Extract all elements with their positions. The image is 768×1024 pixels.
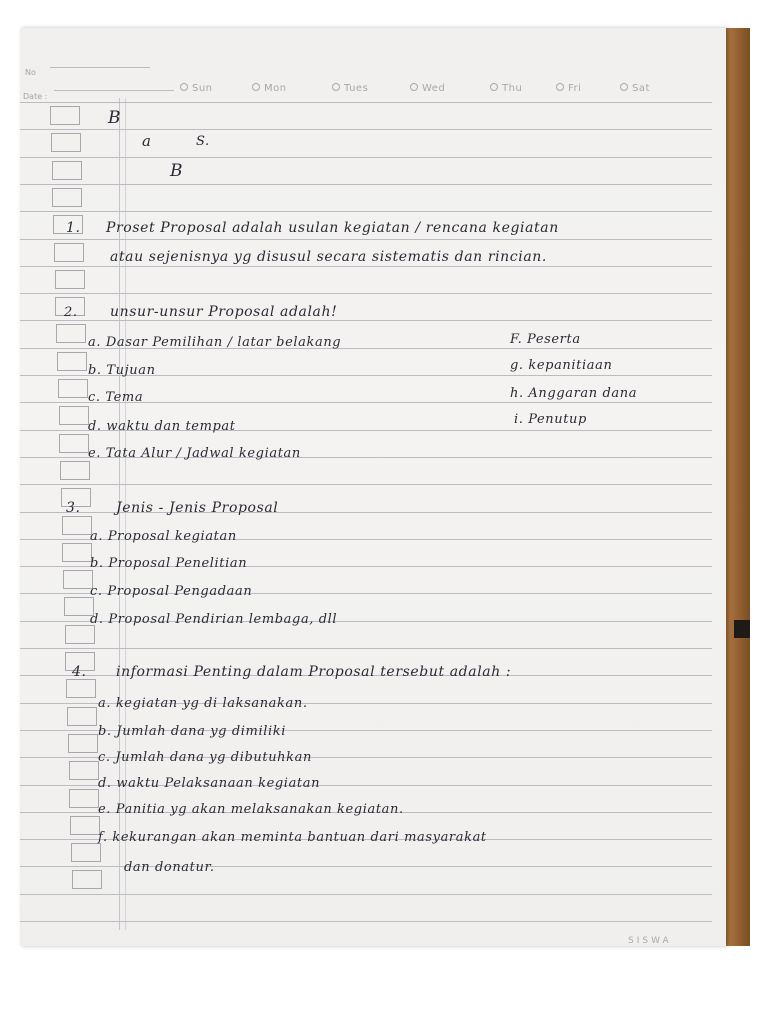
- checkbox: [65, 625, 95, 644]
- checkbox: [52, 188, 82, 207]
- q3-title: Jenis - Jenis Proposal: [116, 500, 279, 516]
- page-header: [20, 28, 726, 108]
- q1-line1: Proset Proposal adalah usulan kegiatan / rencana kegiatan: [106, 220, 559, 236]
- day-thu: Thu: [490, 83, 522, 94]
- day-mon: Mon: [252, 83, 287, 94]
- checkbox: [56, 324, 86, 343]
- checkbox: [59, 434, 89, 453]
- ruled-line: [20, 102, 712, 103]
- ruled-line: [20, 648, 712, 649]
- q4-item-b: b. Jumlah dana yg dimiliki: [98, 724, 286, 739]
- q2-item-f: F. Peserta: [510, 332, 581, 347]
- no-label: No: [25, 68, 36, 77]
- day-fri: Fri: [556, 83, 581, 94]
- ruled-line: [20, 320, 712, 321]
- q2-item-i: i. Penutup: [514, 412, 587, 427]
- ruled-line: [20, 921, 712, 922]
- note-top-line1: B: [108, 108, 122, 128]
- checkbox: [69, 761, 99, 780]
- ruled-line: [20, 157, 712, 158]
- note-top-line3: B: [170, 161, 184, 181]
- checkbox: [72, 870, 102, 889]
- date-underline: [54, 90, 174, 91]
- date-label: Date :: [23, 92, 48, 101]
- checkbox: [62, 543, 92, 562]
- day-sun: Sun: [180, 83, 213, 94]
- ruled-line: [20, 266, 712, 267]
- checkbox: [57, 352, 87, 371]
- ruled-line: [20, 211, 712, 212]
- no-underline: [50, 67, 150, 68]
- q2-item-b: b. Tujuan: [88, 363, 156, 378]
- q4-item-f: f. kekurangan akan meminta bantuan dari masyarakat: [98, 830, 487, 845]
- checkbox: [55, 270, 85, 289]
- q1-line2: atau sejenisnya yg disusul secara sistematis dan rincian.: [110, 249, 547, 265]
- checkbox: [70, 816, 100, 835]
- q3-item-a: a. Proposal kegiatan: [90, 529, 237, 544]
- checkbox: [50, 106, 80, 125]
- checkbox: [62, 516, 92, 535]
- q3-item-b: b. Proposal Penelitian: [90, 556, 248, 571]
- note-top-line2a: a: [142, 132, 152, 150]
- q4-item-d: d. waktu Pelaksanaan kegiatan: [98, 776, 321, 791]
- checkbox: [69, 789, 99, 808]
- q2-item-d: d. waktu dan tempat: [88, 419, 236, 434]
- notebook-brand: SISWA: [628, 936, 672, 946]
- q4-number: 4.: [72, 664, 87, 680]
- table-shadow: [734, 620, 750, 638]
- q4-item-a: a. kegiatan yg di laksanakan.: [98, 696, 308, 711]
- q1-number: 1.: [66, 220, 81, 236]
- ruled-line: [20, 129, 712, 130]
- checkbox: [59, 406, 89, 425]
- q2-item-c: c. Tema: [88, 390, 144, 405]
- q4-item-c: c. Jumlah dana yg dibutuhkan: [98, 750, 312, 765]
- day-wed: Wed: [410, 83, 445, 94]
- checkbox: [66, 679, 96, 698]
- q2-title: unsur-unsur Proposal adalah!: [110, 304, 338, 320]
- day-tues: Tues: [332, 83, 368, 94]
- ruled-line: [20, 484, 712, 485]
- q2-item-a: a. Dasar Pemilihan / latar belakang: [88, 335, 342, 350]
- checkbox: [51, 133, 81, 152]
- q4-title: informasi Penting dalam Proposal tersebut adalah :: [116, 664, 512, 680]
- q3-number: 3.: [66, 500, 81, 516]
- checkbox: [67, 707, 97, 726]
- q3-item-c: c. Proposal Pengadaan: [90, 584, 253, 599]
- q4-item-e: e. Panitia yg akan melaksanakan kegiatan.: [98, 802, 404, 817]
- q3-item-d: d. Proposal Pendirian lembaga, dll: [90, 612, 338, 627]
- note-top-line2b: S.: [196, 134, 210, 149]
- checkbox: [54, 243, 84, 262]
- q2-item-g: g. kepanitiaan: [510, 358, 613, 373]
- q2-number: 2.: [64, 305, 78, 320]
- q4-continuation: dan donatur.: [124, 860, 215, 875]
- day-sat: Sat: [620, 83, 650, 94]
- notebook-page: [20, 28, 726, 946]
- ruled-line: [20, 184, 712, 185]
- ruled-line: [20, 239, 712, 240]
- q2-item-h: h. Anggaran dana: [510, 386, 638, 401]
- q2-item-e: e. Tata Alur / Jadwal kegiatan: [88, 446, 301, 461]
- checkbox: [63, 570, 93, 589]
- checkbox: [68, 734, 98, 753]
- ruled-line: [20, 894, 712, 895]
- ruled-line: [20, 293, 712, 294]
- checkbox: [58, 379, 88, 398]
- checkbox: [60, 461, 90, 480]
- checkbox: [71, 843, 101, 862]
- checkbox: [52, 161, 82, 180]
